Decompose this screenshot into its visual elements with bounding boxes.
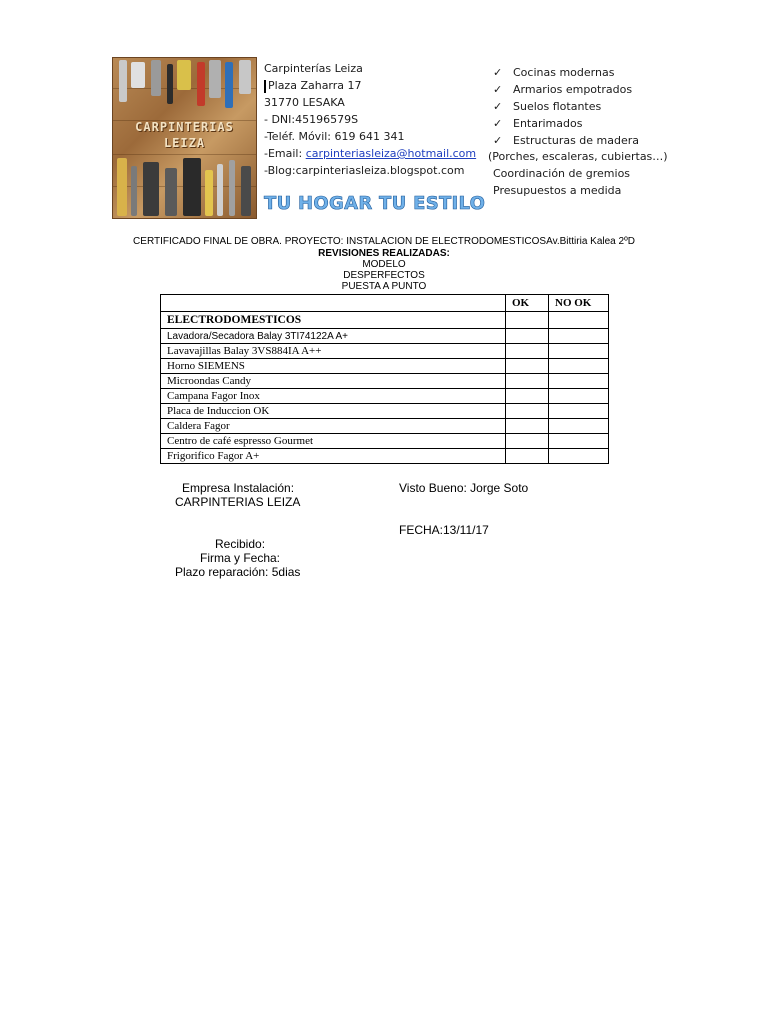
checkmark-icon: ✓ [493,100,503,113]
appliance-name: Microondas Candy [161,374,506,389]
ok-cell[interactable] [506,344,549,359]
ok-cell[interactable] [506,359,549,374]
company-email: -Email: carpinteriasleiza@hotmail.com [264,147,477,160]
fecha: FECHA:13/11/17 [399,523,489,537]
ok-cell[interactable] [506,329,549,344]
recibido-label: Recibido: [215,537,266,551]
company-logo-image [112,57,257,219]
empresa-label: Empresa Instalación: [182,481,295,495]
empresa-name: CARPINTERIAS LEIZA [175,495,301,509]
company-dni: - DNI:45196579S [264,113,359,126]
services-extra-item: Presupuestos a medida [493,184,622,197]
appliance-name: Horno SIEMENS [161,359,506,374]
table-row [161,329,609,344]
ok-cell[interactable] [506,404,549,419]
firma-label: Firma y Fecha: [200,551,281,565]
table-row [161,374,609,389]
company-phone: -Teléf. Móvil: 619 641 341 [264,130,405,143]
no-ok-cell[interactable] [549,389,609,404]
checkmark-icon: ✓ [493,83,503,96]
ok-cell[interactable] [506,419,549,434]
checkmark-icon: ✓ [493,134,503,147]
blog-link[interactable]: carpinteriasleiza.blogspot.com [295,164,465,177]
appliance-name: Centro de café espresso Gourmet [161,434,506,449]
service-item: ✓ Estructuras de madera [493,134,640,147]
revisiones-heading: REVISIONES REALIZADAS: [318,248,450,259]
table-header-row [161,295,609,312]
table-row [161,434,609,449]
service-item: ✓ Cocinas modernas [493,66,615,79]
visto-bueno: Visto Bueno: Jorge Soto [399,481,529,495]
certificate-title: CERTIFICADO FINAL DE OBRA. PROYECTO: INSTALACION DE ELECTRODOMESTICOSAv.Bittiria Kalea 2ºD [133,236,635,247]
no-ok-cell[interactable] [549,329,609,344]
table-row [161,419,609,434]
no-ok-cell[interactable] [549,449,609,464]
company-blog: -Blog:carpinteriasleiza.blogspot.com [264,164,465,177]
services-extra-item: Coordinación de gremios [493,167,631,180]
email-link[interactable]: carpinteriasleiza@hotmail.com [305,147,477,160]
modelo-label: MODELO [362,259,406,270]
no-ok-cell[interactable] [549,419,609,434]
services-extra [488,148,668,199]
checkmark-icon: ✓ [493,117,503,130]
header-no-ok: NO OK [549,295,609,312]
appliance-name: Frigorifico Fagor A+ [161,449,506,464]
slogan: TU HOGAR TU ESTILO [264,193,486,214]
services-list [493,64,639,149]
company-info [264,60,476,179]
table-row [161,389,609,404]
company-city: 31770 LESAKA [264,96,345,109]
table-row [161,344,609,359]
header-ok: OK [506,295,549,312]
services-extra-item: (Porches, escaleras, cubiertas…) [488,150,668,163]
ok-cell[interactable] [506,312,549,329]
company-address: Plaza Zaharra 17 [264,77,476,94]
ok-cell[interactable] [506,449,549,464]
table-row [161,449,609,464]
appliances-table [160,294,609,464]
desperfectos-label: DESPERFECTOS [343,270,425,281]
logo-text-line1: CARPINTERIAS [135,120,234,134]
appliance-name: Placa de Induccion OK [161,404,506,419]
ok-cell[interactable] [506,389,549,404]
no-ok-cell[interactable] [549,434,609,449]
no-ok-cell[interactable] [549,404,609,419]
table-row [161,359,609,374]
section-row [161,312,609,329]
no-ok-cell[interactable] [549,312,609,329]
appliance-name: Lavavajillas Balay 3VS884IA A++ [161,344,506,359]
no-ok-cell[interactable] [549,344,609,359]
puesta-label: PUESTA A PUNTO [341,281,427,292]
section-title: ELECTRODOMESTICOS [161,312,506,329]
service-item: ✓ Suelos flotantes [493,100,602,113]
no-ok-cell[interactable] [549,359,609,374]
checkmark-icon: ✓ [493,66,503,79]
appliance-name: Caldera Fagor [161,419,506,434]
logo-text-line2: LEIZA [163,136,206,150]
service-item: ✓ Entarimados [493,117,583,130]
plazo-reparacion: Plazo reparación: 5dias [175,565,301,579]
company-name: Carpinterías Leiza [264,62,363,75]
appliance-name: Campana Fagor Inox [161,389,506,404]
ok-cell[interactable] [506,434,549,449]
appliance-name: Lavadora/Secadora Balay 3TI74122A A+ [161,329,506,344]
table-row [161,404,609,419]
header-empty-cell [161,295,506,312]
ok-cell[interactable] [506,374,549,389]
service-item: ✓ Armarios empotrados [493,83,633,96]
no-ok-cell[interactable] [549,374,609,389]
